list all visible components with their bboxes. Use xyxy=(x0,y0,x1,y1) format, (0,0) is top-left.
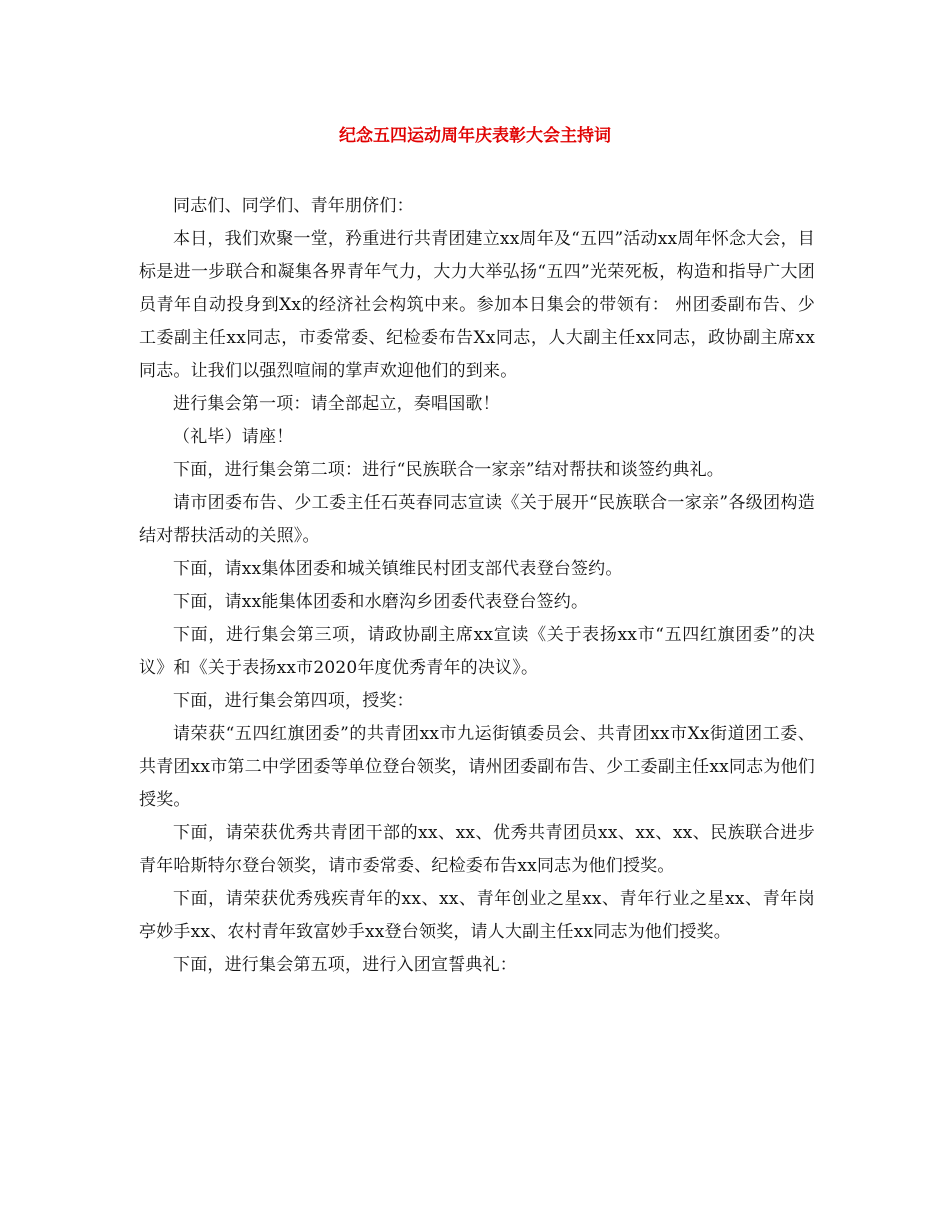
paragraph-award-youth: 下面，请荣获优秀残疾青年的xx、xx、青年创业之星xx、青年行业之星xx、青年岗亭妙手xx、农村青年致富妙手xx登台领奖，请人大副主任xx同志为他们授奖。 xyxy=(139,889,815,942)
paragraph-item-5: 下面，进行集会第五项，进行入团宣誓典礼： xyxy=(173,955,517,975)
paragraph-award-cadres: 下面，请荣获优秀共青团干部的xx、xx、优秀共青团员xx、xx、xx、民族联合进步青年哈斯特尔登台领奖，请市委常委、纪检委布告xx同志为他们授奖。 xyxy=(139,823,815,876)
document-body xyxy=(139,190,815,982)
paragraph-item-1: 进行集会第一项：请全部起立，奏唱国歌！ xyxy=(173,394,500,414)
paragraph-opening: 本日，我们欢聚一堂，矜重进行共青团建立xx周年及“五四”活动xx周年怀念大会，目标是进一步联合和凝集各界青年气力，大力大举弘扬“五四”光荣死板，构造和指导广大团员青年自动投身到Xx的经济社会构筑中来。参加本日集会的带领有： 州团委副布告、少工委副主任xx同志，市委常委、纪检委布告Xx同志，人大副主任xx同志，政协副主席xx同志。让我们以强烈喧闹的掌声欢迎他们的到来。 xyxy=(139,229,815,381)
paragraph-salute: （礼毕）请座！ xyxy=(173,427,294,447)
paragraph-announcement: 请市团委布告、少工委主任石英春同志宣读《关于展开“民族联合一家亲”各级团构造结对帮扶活动的关照》。 xyxy=(139,493,815,546)
paragraph-signing-2: 下面，请xx能集体团委和水磨沟乡团委代表登台签约。 xyxy=(173,592,589,612)
document-title: 纪念五四运动周年庆表彰大会主持词 xyxy=(339,126,611,146)
paragraph-item-3: 下面，进行集会第三项，请政协副主席xx宣读《关于表扬xx市“五四红旗团委”的决议》和《关于表扬xx市2020年度优秀青年的决议》。 xyxy=(139,625,815,678)
paragraph-greeting: 同志们、同学们、青年朋侪们： xyxy=(173,196,414,216)
paragraph-signing-1: 下面，请xx集体团委和城关镇维民村团支部代表登台签约。 xyxy=(173,559,623,579)
paragraph-item-4: 下面，进行集会第四项，授奖： xyxy=(173,691,414,711)
paragraph-item-2: 下面，进行集会第二项：进行“民族联合一家亲”结对帮扶和谈签约典礼。 xyxy=(173,460,724,480)
paragraph-award-units: 请荣获“五四红旗团委”的共青团xx市九运街镇委员会、共青团xx市Xx街道团工委、共青团xx市第二中学团委等单位登台领奖，请州团委副布告、少工委副主任xx同志为他们授奖。 xyxy=(139,724,815,810)
